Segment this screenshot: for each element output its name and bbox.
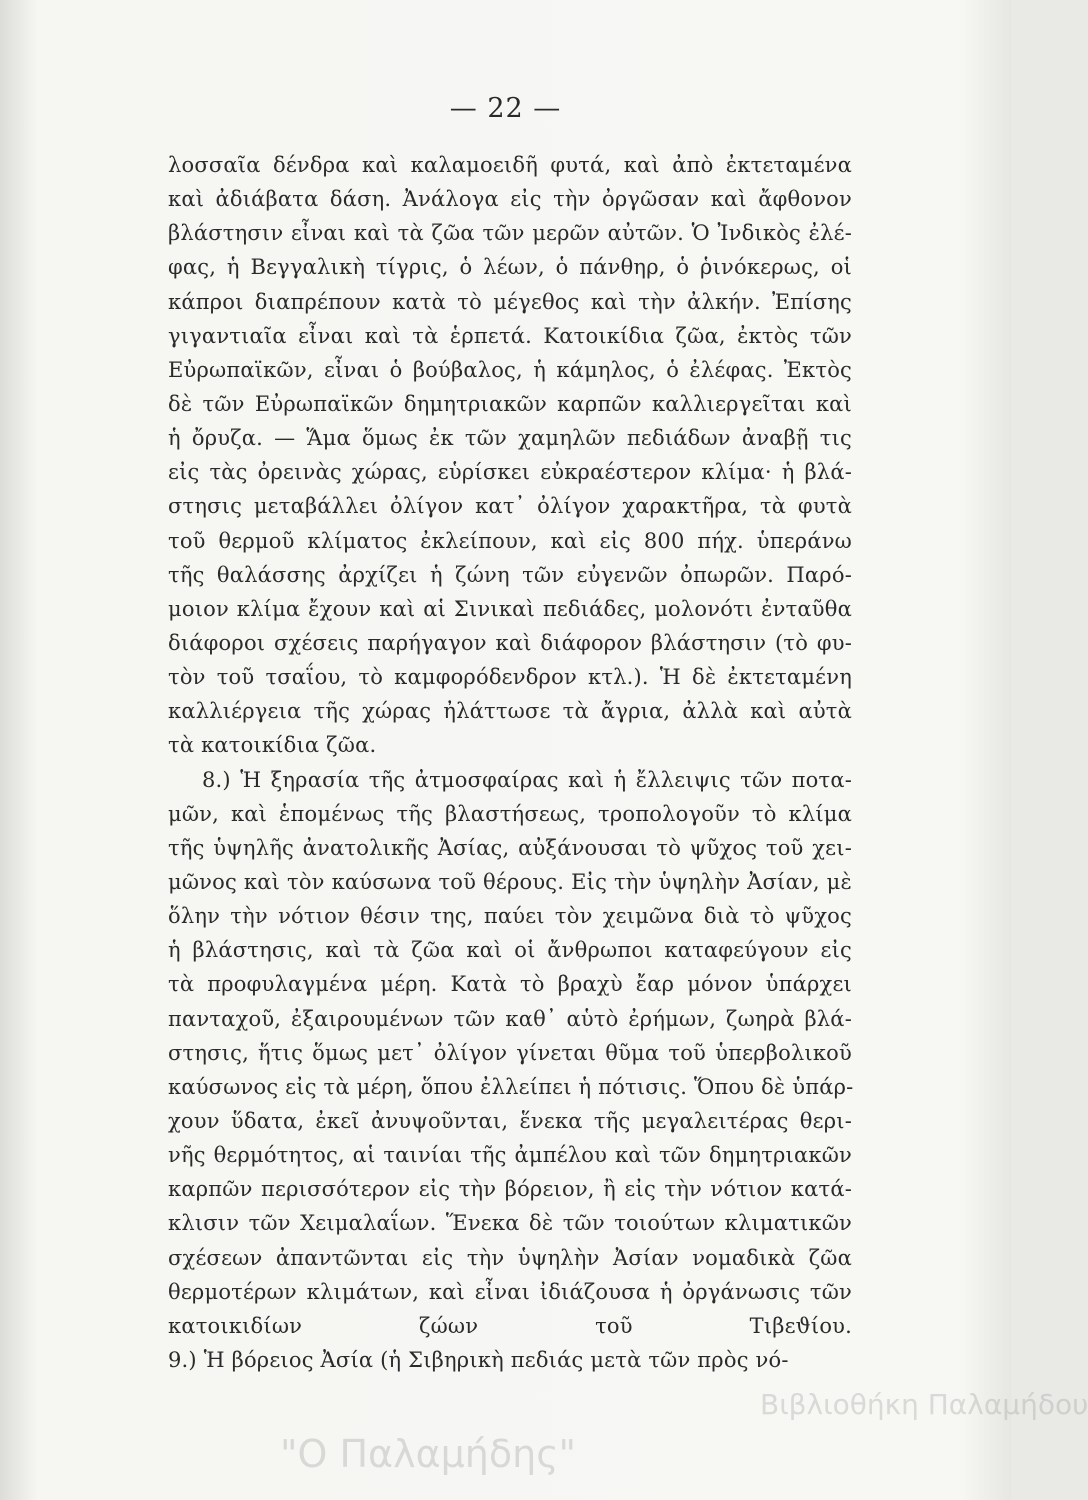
- text-line: γιγαντιαῖα εἶναι καὶ τὰ ἑρπετά. Κατοικίδια ζῶα, ἐκτὸς τῶν: [168, 323, 852, 348]
- text-line: λοσσαῖα δένδρα καὶ καλαμοειδῆ φυτά, καὶ ἀπὸ ἐκτεταμένα: [168, 153, 852, 177]
- body-text: [168, 148, 852, 1377]
- text-line: καρπῶν περισσότερον εἰς τὴν βόρειον, ἢ εἰς τὴν νότιον κατά-: [168, 1177, 852, 1202]
- page-number: — 22 —: [449, 93, 562, 124]
- text-line: καλλιέργεια τῆς χώρας ἠλάττωσε τὰ ἄγρια, ἀλλὰ καὶ αὐτὰ: [168, 699, 852, 724]
- text-line: ὅλην τὴν νότιον θέσιν της, παύει τὸν χειμῶνα διὰ τὸ ψῦχος: [168, 904, 852, 929]
- text-line: θερμοτέρων κλιμάτων, καὶ εἶναι ἰδιάζουσα ἡ ὀργάνωσις τῶν: [168, 1279, 852, 1304]
- text-line: τῆς ὑψηλῆς ἀνατολικῆς Ἀσίας, αὐξάνουσαι τὸ ψῦχος τοῦ χει-: [168, 835, 852, 860]
- text-line: στησις, ἥτις ὅμως μετ᾽ ὀλίγον γίνεται θῦμα τοῦ ὑπερβολικοῦ: [168, 1040, 852, 1065]
- text-line: καύσωνος εἰς τὰ μέρη, ὅπου ἐλλείπει ἡ πότισις. Ὅπου δὲ ὑπάρ-: [168, 1074, 854, 1099]
- text-line: τὰ προφυλαγμένα μέρη. Κατὰ τὸ βραχὺ ἔαρ μόνον ὑπάρχει: [168, 972, 852, 997]
- text-line: εἰς τὰς ὀρεινὰς χώρας, εὑρίσκει εὐκραέστερον κλίμα· ἡ βλά-: [168, 460, 852, 485]
- watermark-line-1: Βιβλιοθήκη Παλαμήδου: [760, 1388, 1088, 1421]
- text-line: μῶν, καὶ ἑπομένως τῆς βλαστήσεως, τροπολογοῦν τὸ κλίμα: [168, 801, 852, 826]
- text-line: ἡ βλάστησις, καὶ τὰ ζῶα καὶ οἱ ἄνθρωποι καταφεύγουν εἰς: [168, 938, 852, 963]
- text-line: μῶνος καὶ τὸν καύσωνα τοῦ θέρους. Εἰς τὴν ὑψηλὴν Ἀσίαν, μὲ: [168, 869, 852, 894]
- text-line: φας, ἡ Βεγγαλικὴ τίγρις, ὁ λέων, ὁ πάνθηρ, ὁ ῥινόκερως, οἱ: [168, 255, 852, 280]
- text-line: διάφοροι σχέσεις παρήγαγον καὶ διάφορον βλάστησιν (τὸ φυ-: [168, 630, 852, 655]
- text-line: δὲ τῶν Εὐρωπαϊκῶν δημητριακῶν καρπῶν καλλιεργεῖται καὶ: [168, 391, 852, 416]
- text-line: σχέσεων ἀπαντῶνται εἰς τὴν ὑψηλὴν Ἀσίαν νομαδικὰ ζῶα: [168, 1245, 852, 1270]
- text-line: κάπροι διαπρέπουν κατὰ τὸ μέγεθος καὶ τὴν ἀλκήν. Ἐπίσης: [168, 289, 852, 314]
- text-line: βλάστησιν εἶναι καὶ τὰ ζῶα τῶν μερῶν αὐτῶν. Ὁ Ἰνδικὸς ἐλέ-: [168, 221, 852, 246]
- text-line: πανταχοῦ, ἐξαιρουμένων τῶν καθ᾽ αὑτὸ ἐρήμων, ζωηρὰ βλά-: [168, 1006, 852, 1031]
- text-line: τοῦ θερμοῦ κλίματος ἐκλείπουν, καὶ εἰς 800 πήχ. ὑπεράνω: [168, 528, 852, 553]
- text-line: 8.) Ἡ ξηρασία τῆς ἀτμοσφαίρας καὶ ἡ ἔλλειψις τῶν ποτα-: [202, 767, 852, 792]
- text-line: τῆς θαλάσσης ἀρχίζει ἡ ζώνη τῶν εὐγενῶν ὀπωρῶν. Παρό-: [168, 562, 852, 587]
- watermark-line-2: "Ο Παλαμήδης": [280, 1432, 577, 1476]
- text-line: Εὐρωπαϊκῶν, εἶναι ὁ βούβαλος, ἡ κάμηλος, ὁ ἐλέφας. Ἐκτὸς: [168, 357, 852, 382]
- text-line: τὸν τοῦ τσαΐου, τὸ καμφορόδενδρον κτλ.). Ἡ δὲ ἐκτεταμένη: [168, 665, 852, 690]
- text-line: ἡ ὄρυζα. — Ἅμα ὅμως ἐκ τῶν χαμηλῶν πεδιάδων ἀναβῇ τις: [168, 426, 852, 451]
- text-line: κατοικιδίων ζώων τοῦ Τιβεϑίου.: [168, 1313, 852, 1338]
- text-line: νῆς θερμότητος, αἱ ταινίαι τῆς ἀμπέλου καὶ τῶν δημητριακῶν: [168, 1143, 852, 1168]
- text-line: κλισιν τῶν Χειμαλαΐων. Ἕνεκα δὲ τῶν τοιούτων κλιματικῶν: [168, 1211, 852, 1236]
- text-line: μοιον κλίμα ἔχουν καὶ αἱ Σινικαὶ πεδιάδες, μολονότι ἐνταῦθα: [168, 596, 852, 621]
- text-line: 9.) Ἡ βόρειος Ἀσία (ἡ Σιβηρικὴ πεδιάς μετὰ τῶν πρὸς νό-: [168, 1347, 789, 1372]
- text-line: χουν ὕδατα, ἐκεῖ ἀνυψοῦνται, ἕνεκα τῆς μεγαλειτέρας θερι-: [168, 1108, 852, 1133]
- text-line: στησις μεταβάλλει ὀλίγον κατ᾽ ὀλίγον χαρακτῆρα, τὰ φυτὰ: [168, 494, 852, 519]
- text-line: τὰ κατοικίδια ζῶα.: [168, 733, 377, 758]
- text-line: καὶ ἀδιάβατα δάση. Ἀνάλογα εἰς τὴν ὀργῶσαν καὶ ἄφθονον: [168, 187, 852, 212]
